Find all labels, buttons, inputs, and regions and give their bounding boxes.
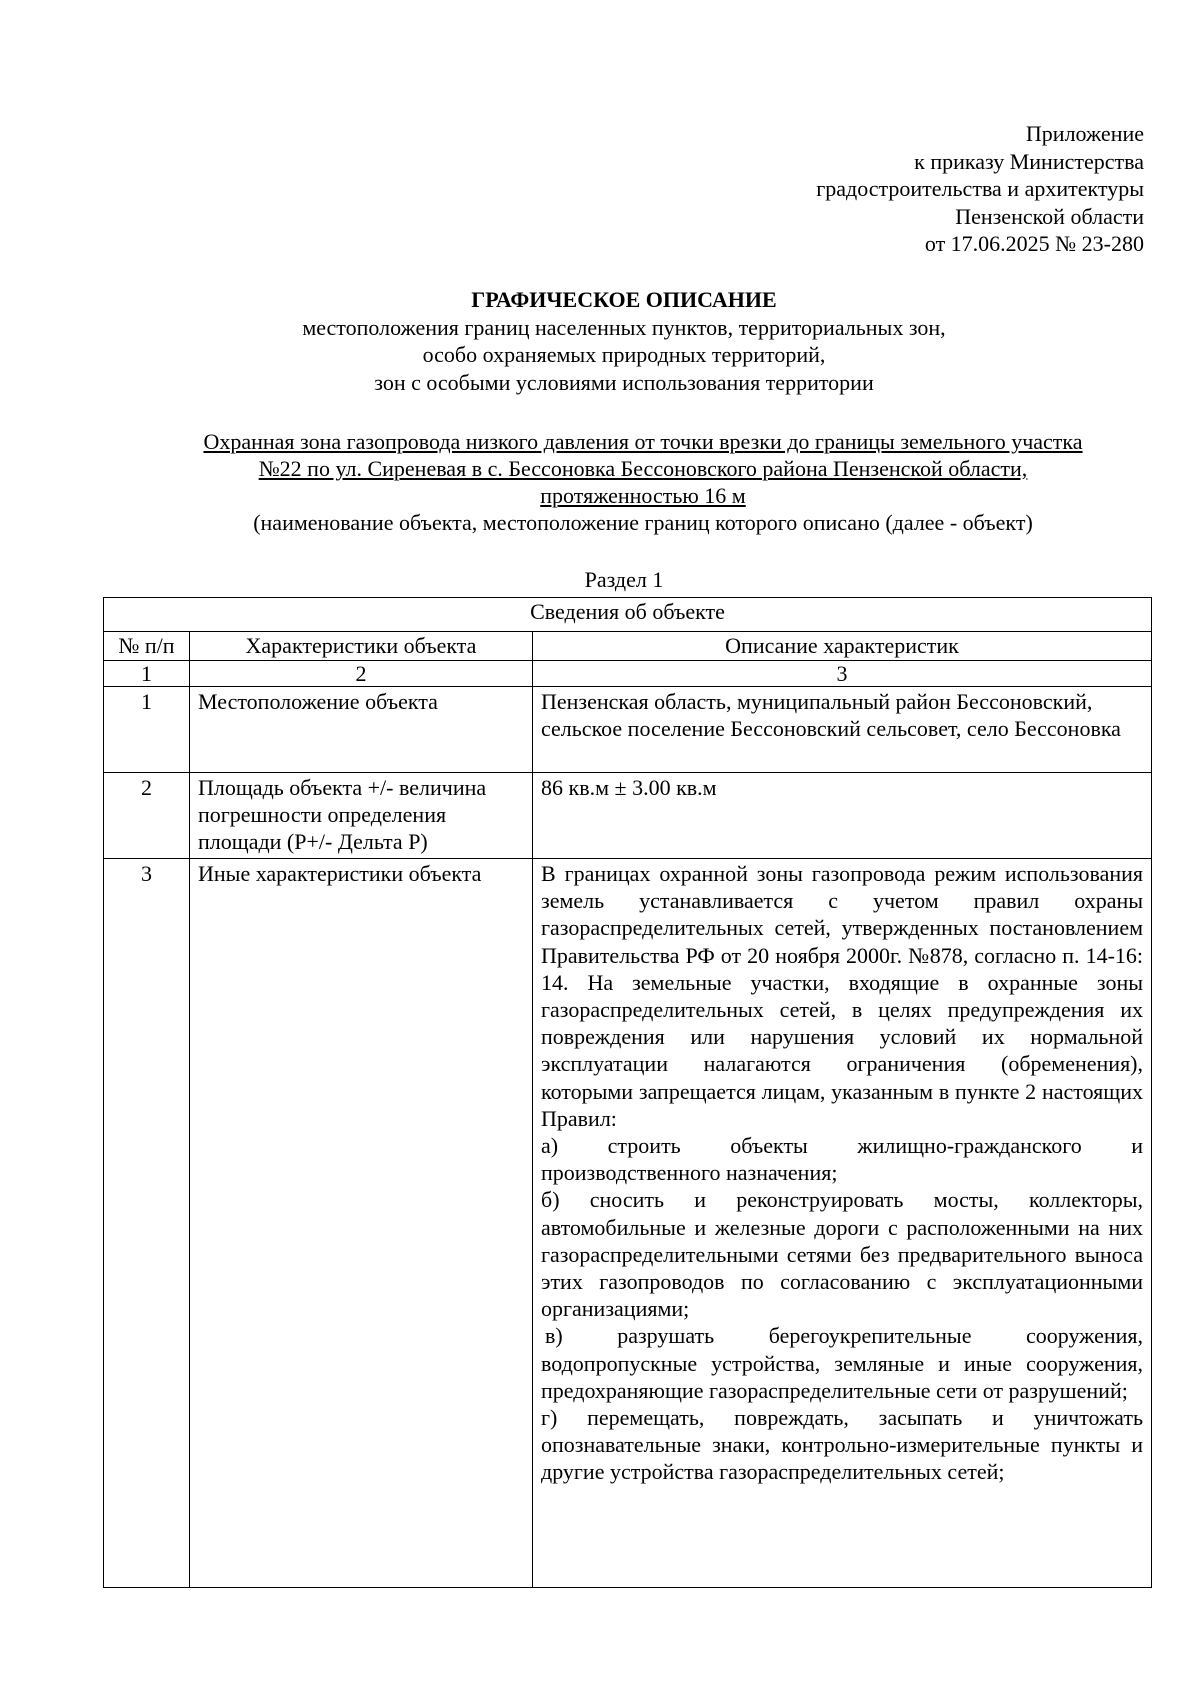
column-number: 2	[190, 661, 533, 687]
description-paragraph: в) разрушать берегоукрепительные сооружения, водопропускные устройства, земляные и иные сооружения, предохраняющие газораспределительные сети от разрушений;	[541, 1323, 1144, 1403]
column-number: 3	[533, 661, 1152, 687]
appendix-line: от 17.06.2025 № 23-280	[924, 231, 1144, 256]
column-header-description: Описание характеристик	[533, 632, 1152, 661]
appendix-line: к приказу Министерства	[914, 148, 1144, 174]
subtitle-line: особо охраняемых природных территорий,	[422, 342, 826, 367]
appendix-block	[816, 120, 1144, 258]
table-row	[104, 859, 1152, 1588]
appendix-line: градостроительства и архитектуры	[816, 176, 1144, 201]
table-row	[104, 687, 1152, 773]
object-name-line: №22 по ул. Сиреневая в с. Бессоновка Бессоновского района Пензенской области,	[258, 456, 1028, 481]
column-header-number: № п/п	[104, 632, 190, 661]
description-paragraph: г) перемещать, повреждать, засыпать и уничтожать опознавательные знаки, контрольно-измерительные пункты и другие устройства газораспределительных сетей;	[541, 1405, 1144, 1485]
appendix-line: Пензенской области	[955, 203, 1144, 229]
row-characteristic: Площадь объекта +/- величина погрешности определения площади (Р+/- Дельта Р)	[190, 773, 533, 859]
object-name-line: протяженностью 16 м	[540, 483, 746, 508]
row-description	[533, 859, 1152, 1588]
object-name-block	[148, 428, 1138, 536]
object-name-line: Охранная зона газопровода низкого давления от точки врезки до границы земельного участка	[203, 429, 1083, 454]
row-description: Пензенская область, муниципальный район Бессоновский, сельское поселение Бессоновский сельсовет, село Бессоновка	[533, 687, 1152, 773]
description-paragraph: В границах охранной зоны газопровода режим использования земель устанавливается с учетом правил охраны газораспределительных сетей, утвержденных постановлением Правительства РФ от 20 ноября 2000г. №878, согласно п. 14-16: 14. На земельные участки, входящие в охранные зоны газораспределительных сетей, в целях предупреждения их повреждения или нарушения условий их нормальной эксплуатации налагаются ограничения (обременения), которыми запрещается лицам, указанным в пункте 2 настоящих Правил:	[541, 861, 1144, 1131]
row-description: 86 кв.м ± 3.00 кв.м	[533, 773, 1152, 859]
column-header-characteristic: Характеристики объекта	[190, 632, 533, 661]
row-number: 3	[104, 859, 190, 1588]
section-label: Раздел 1	[584, 567, 664, 592]
table-row	[104, 773, 1152, 859]
row-characteristic: Местоположение объекта	[190, 687, 533, 773]
description-paragraph: б) сносить и реконструировать мосты, коллекторы, автомобильные и железные дороги с расположенными на них газораспределительными сетями без предварительного выноса этих газопроводов по согласованию с эксплуатационными организациями;	[541, 1187, 1144, 1322]
subtitle-line: местоположения границ населенных пунктов, территориальных зон,	[302, 314, 946, 340]
heading-block	[0, 286, 1200, 396]
row-number: 2	[104, 773, 190, 859]
object-caption: (наименование объекта, местоположение границ которого описано (далее - объект)	[253, 510, 1033, 535]
column-number: 1	[104, 661, 190, 687]
subtitle-line: зон с особыми условиями использования территории	[374, 369, 874, 395]
description-paragraph: а) строить объекты жилищно-гражданского и производственного назначения;	[541, 1133, 1144, 1186]
table-title: Сведения об объекте	[104, 598, 1152, 632]
row-characteristic: Иные характеристики объекта	[190, 859, 533, 1588]
document-title: ГРАФИЧЕСКОЕ ОПИСАНИЕ	[471, 287, 777, 312]
appendix-line: Приложение	[1025, 121, 1144, 146]
object-info-table	[103, 597, 1152, 1588]
row-number: 1	[104, 687, 190, 773]
